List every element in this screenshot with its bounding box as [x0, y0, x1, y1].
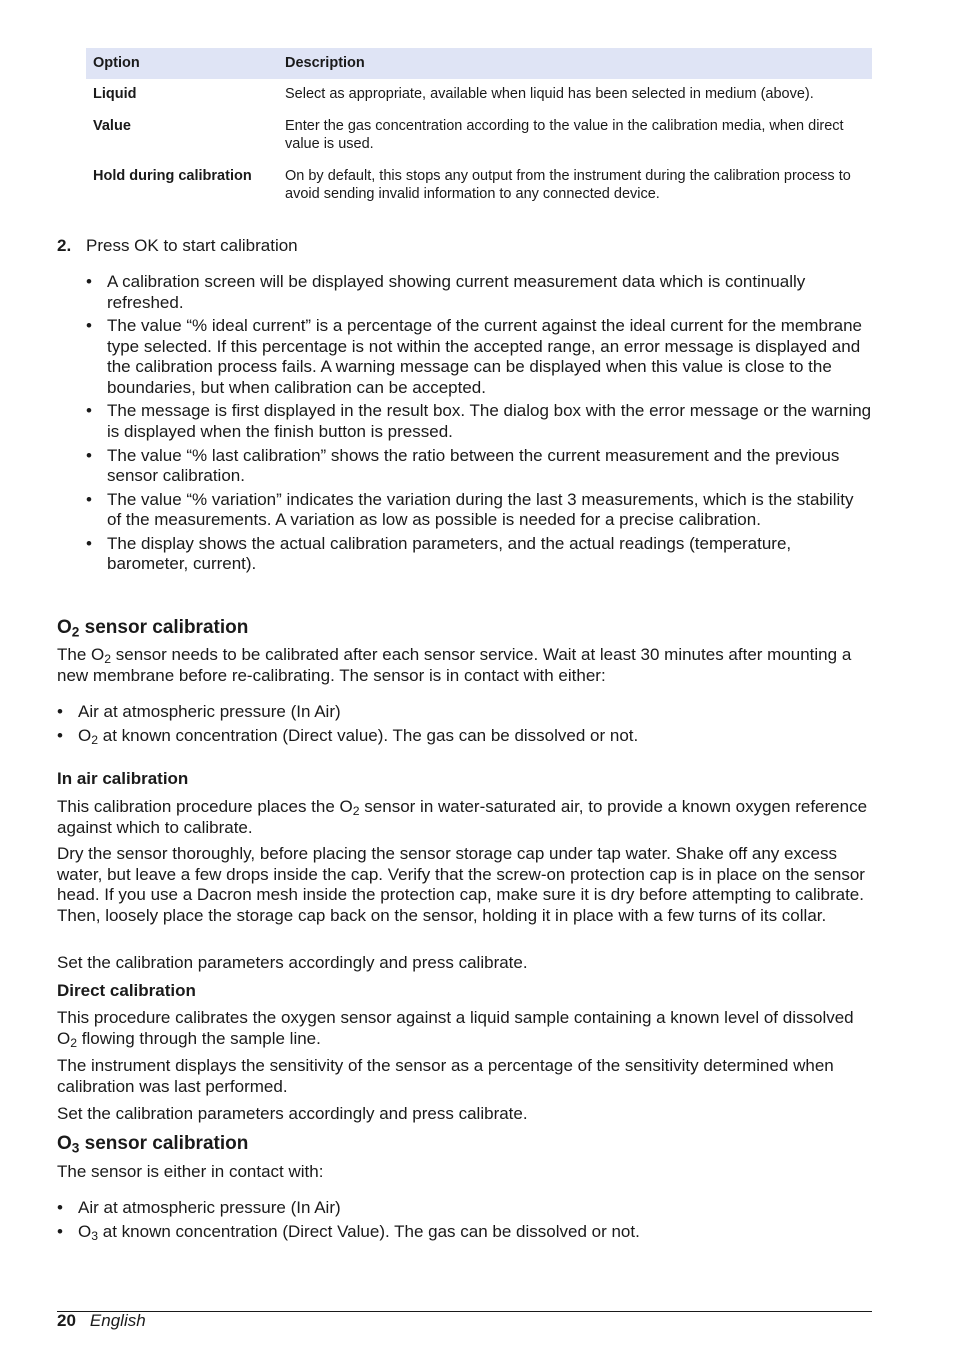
option-name: Hold during calibration: [93, 168, 252, 184]
list-item: • $O_2$ at known concentration (Direct value). The gas can be dissolved or not.: [57, 726, 872, 747]
list-item: • Air at atmospheric pressure (In Air): [57, 1198, 872, 1219]
table-row: [86, 79, 872, 111]
list-item: • Air at atmospheric pressure (In Air): [57, 702, 872, 723]
footer-language: English: [89, 1311, 146, 1330]
direct-paragraph-3: Set the calibration parameters accordingly and press calibrate.: [57, 1104, 528, 1123]
step-2-bullet-list: [86, 272, 872, 578]
direct-calibration-heading: Direct calibration: [57, 981, 196, 1000]
in-air-calibration-heading: In air calibration: [57, 769, 189, 788]
table-header-row: [86, 48, 872, 79]
column-header-option: Option: [86, 48, 278, 79]
list-item: • The value “% last calibration” shows the ratio between the current measurement and the previous sensor calibration.: [86, 446, 872, 487]
option-name: Liquid: [93, 86, 137, 102]
in-air-paragraph-1: This calibration procedure places the $O_2$ sensor in water-saturated air, to provide a known oxygen reference against which to calibrate.: [57, 797, 868, 837]
table-row: [86, 111, 872, 161]
step-text: Press OK to start calibration: [86, 236, 298, 255]
o2-section-heading: $O_2$ sensor calibration: [57, 617, 249, 640]
list-item: • The message is first displayed in the result box. The dialog box with the error message or the warning is displayed when the finish button is pressed.: [86, 401, 872, 442]
o3-contact-list: [57, 1198, 872, 1246]
option-name: Value: [93, 118, 131, 134]
in-air-paragraph-3: Set the calibration parameters accordingly and press calibrate.: [57, 953, 528, 972]
footer-divider: [57, 1311, 872, 1312]
list-item: • The value “% ideal current” is a percentage of the current against the ideal current for the membrane type selected. If this percentage is not within the accepted range, an error message is displayed and the calibration process fails. A warning message can be displayed when this value is close to the boundaries, but when calibration can be accepted.: [86, 316, 872, 398]
list-item: • The display shows the actual calibration parameters, and the actual readings (temperature, barometer, current).: [86, 534, 872, 575]
o3-section-heading: $O_3$ sensor calibration: [57, 1133, 249, 1156]
option-description: Enter the gas concentration according to the value in the calibration media, when direct value is used.: [285, 118, 844, 152]
o3-intro-paragraph: The sensor is either in contact with:: [57, 1162, 324, 1181]
o2-contact-list: [57, 702, 872, 750]
in-air-paragraph-2: Dry the sensor thoroughly, before placing the sensor storage cap under tap water. Shake off any excess water, but leave a few drops inside the cap. Verify that the screw-on protection cap is in place on the sensor head. If you use a Dacron mesh inside the protection cap, make sure it is dry before attempting to calibrate. Then, loosely place the storage cap back on the sensor, holding it in place with a few turns of its collar.: [57, 844, 865, 925]
direct-paragraph-1: This procedure calibrates the oxygen sensor against a liquid sample containing a known level of dissolved $O_2$ flowing through the sample line.: [57, 1008, 854, 1050]
step-2: [57, 236, 298, 256]
o2-intro-paragraph: The $O_2$ sensor needs to be calibrated after each sensor service. Wait at least 30 minutes after mounting a new membrane before re-calibrating. The sensor is in contact with either:: [57, 645, 852, 685]
option-description: Select as appropriate, available when liquid has been selected in medium (above).: [285, 86, 814, 102]
option-description: On by default, this stops any output from the instrument during the calibration process to avoid sending invalid information to any connected device.: [285, 168, 851, 202]
table-row: [86, 161, 872, 209]
list-item: • The value “% variation” indicates the variation during the last 3 measurements, which is the stability of the measurements. A variation as low as possible is needed for a precise calibration.: [86, 490, 872, 531]
list-item: • A calibration screen will be displayed showing current measurement data which is continually refreshed.: [86, 272, 872, 313]
column-header-description: Description: [278, 48, 872, 79]
step-number: 2.: [57, 236, 72, 255]
options-table: [86, 48, 872, 209]
page-footer: [57, 1311, 146, 1331]
page-number: 20: [57, 1311, 76, 1330]
direct-paragraph-2: The instrument displays the sensitivity of the sensor as a percentage of the sensitivity determined when calibration was last performed.: [57, 1056, 834, 1096]
list-item: • $O_3$ at known concentration (Direct Value). The gas can be dissolved or not.: [57, 1222, 872, 1243]
